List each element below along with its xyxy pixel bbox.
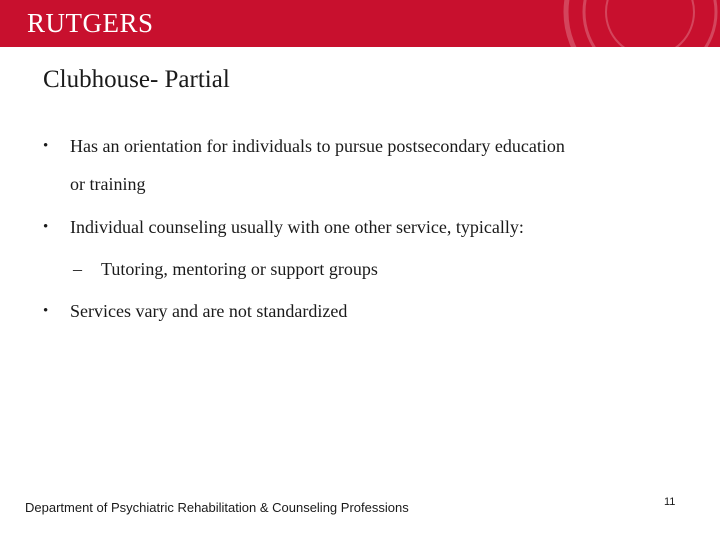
- rutgers-logo: RUTGERS: [27, 8, 154, 38]
- bullet-text: Has an orientation for individuals to pursue postsecondary education: [70, 136, 565, 156]
- slide-title: Clubhouse- Partial: [43, 66, 230, 93]
- bullet-text: or training: [70, 174, 146, 194]
- page-number: 11: [664, 496, 676, 508]
- bullet-icon: •: [43, 138, 49, 154]
- bullet-text: Services vary and are not standardized: [70, 301, 348, 321]
- bullet-text: Individual counseling usually with one other service, typically:: [70, 217, 524, 237]
- dash-icon: –: [73, 259, 82, 279]
- footer-department: Department of Psychiatric Rehabilitation & Counseling Professions: [25, 500, 409, 515]
- sub-bullet-text: Tutoring, mentoring or support groups: [101, 259, 378, 279]
- bullet-icon: •: [43, 219, 49, 235]
- bullet-icon: •: [43, 303, 49, 319]
